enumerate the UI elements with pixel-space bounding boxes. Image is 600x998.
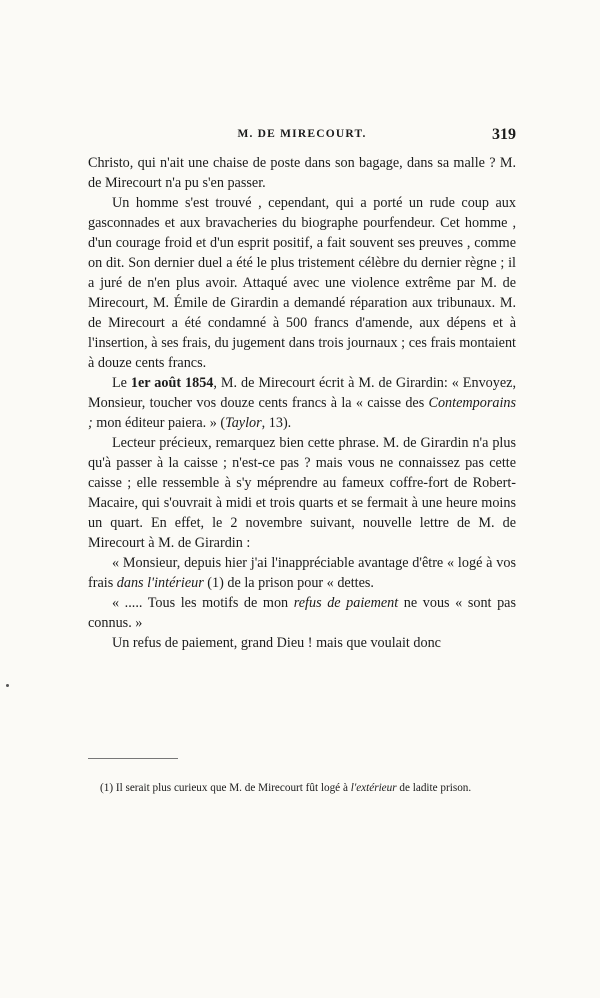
page-number: 319 — [492, 126, 516, 143]
running-title: M. DE MIRECOURT. — [237, 128, 367, 140]
footnote-italic: l'extérieur — [350, 782, 397, 794]
paragraph-text: , 13). — [261, 415, 292, 431]
paragraph-text: Un refus de paiement, grand Dieu ! mais que voulait donc — [112, 635, 441, 651]
paragraph-text: Un homme s'est trouvé , cependant, qui a porté un rude coup aux gasconnades et aux bravacheries du biographe pourfendeur. Cet homme , d'un courage froid et d'un esprit positif, a fait souvent ses preuves , comme on dit. Son dernier duel a été le plus tristement célèbre du dernier règne ; il a juré de n'en plus avoir. Attaqué avec une violence extrême par M. de Mirecourt, M. Émile de Girardin a demandé réparation aux tribunaux. M. de Mirecourt a été condamné à 500 francs d'amende, aux dépens et à l'insertion, à ses frais, du jugement dans trois journaux ; ces frais montaient à douze cents francs. — [88, 195, 516, 371]
paragraph-text: « ..... Tous les motifs de mon — [112, 595, 294, 611]
italic-text: Contemporains ; — [88, 395, 516, 431]
page-header — [88, 128, 516, 148]
italic-text: refus de paiement — [293, 595, 399, 611]
paragraph-text: mon éditeur paiera. » ( — [92, 415, 226, 431]
italic-text: Taylor — [225, 415, 262, 431]
paragraph-text: (1) de la prison pour « dettes. — [203, 575, 374, 591]
paragraph-text: , M. de Mirecourt écrit à M. de Girardin: « Envoyez, Monsieur, toucher vos douze cents francs à la « caisse des — [88, 375, 516, 411]
paragraph-7 — [88, 633, 516, 653]
paragraph-text: « Monsieur, depuis hier j'ai l'inappréciable avantage d'être « logé à vos frais — [88, 555, 516, 591]
paper-speck — [6, 684, 9, 687]
main-text — [88, 153, 516, 653]
paragraph-2 — [88, 193, 516, 373]
footnote-divider — [88, 758, 178, 759]
footnote — [88, 780, 516, 796]
date-text: 1er août 1854 — [130, 375, 214, 391]
paragraph-text: ne vous « sont pas connus. » — [88, 595, 517, 631]
paragraph-5 — [88, 553, 516, 593]
paragraph-4 — [88, 433, 516, 553]
paragraph-text: Le — [112, 375, 131, 391]
footnote-text — [88, 780, 516, 796]
paragraph-text: Lecteur précieux, remarquez bien cette phrase. M. de Girardin n'a plus qu'à passer à la caisse ; n'est-ce pas ? mais vous ne connaissez pas cette caisse ; elle ressemble à s'y méprendre au fameux coffre-fort de Robert-Macaire, qui s'ouvrait à midi et trois quarts et se fermait à une heure moins un quart. En effet, le 2 novembre suivant, nouvelle lettre de M. de Mirecourt à M. de Girardin : — [88, 435, 516, 551]
paragraph-1 — [88, 153, 516, 193]
paragraph-text: Christo, qui n'ait une chaise de poste dans son bagage, dans sa malle ? M. de Mirecourt n'a pu s'en passer. — [88, 155, 516, 191]
italic-text: dans l'intérieur — [116, 575, 204, 591]
footnote-part: de ladite prison. — [396, 782, 472, 794]
footnote-part: (1) Il serait plus curieux que M. de Mirecourt fût logé à — [100, 782, 351, 794]
paragraph-6 — [88, 593, 516, 633]
paragraph-3 — [88, 373, 516, 433]
